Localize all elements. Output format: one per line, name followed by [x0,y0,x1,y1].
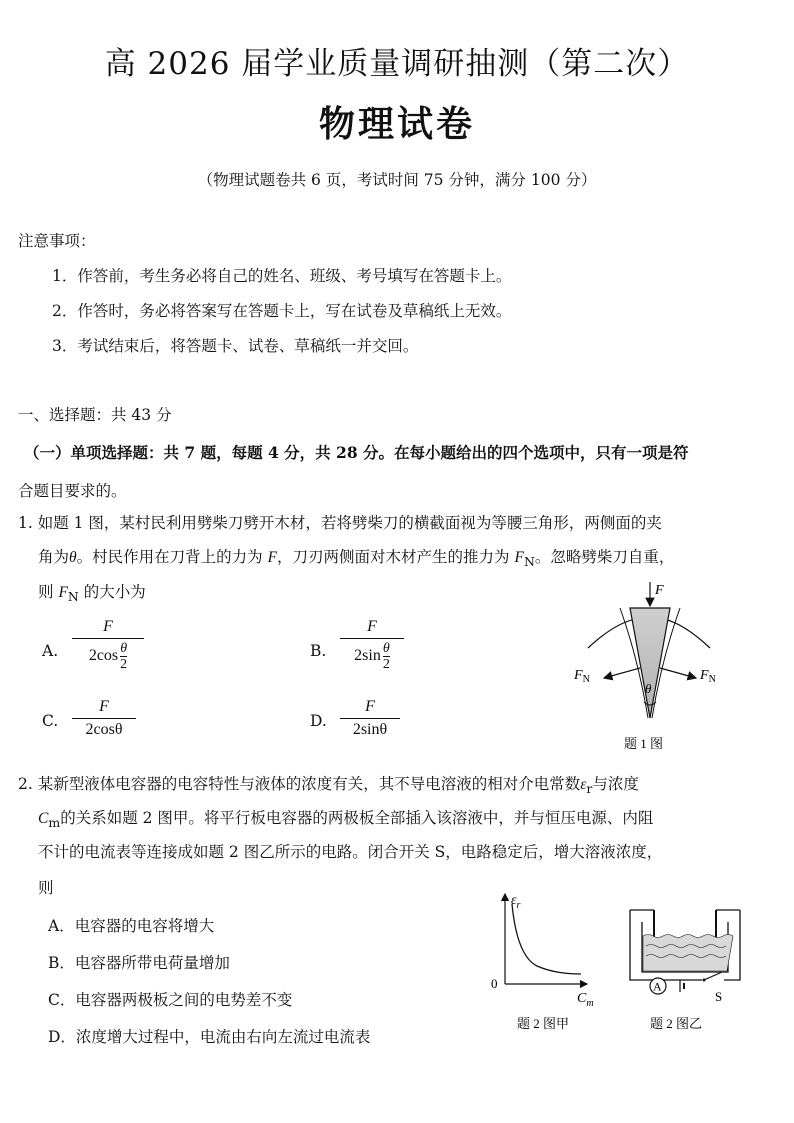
q2-line-4: 则 [38,879,54,897]
q2-line-2: $C_m$的关系如题 2 图甲。将平行板电容器的两极板全部插入该溶液中，并与恒压电源、内阻 [38,809,654,831]
notice-heading: 注意事项： [18,232,96,250]
figure-2a-caption: 题 2 图甲 [517,1016,570,1031]
q2-figure-circuit [620,900,750,1034]
graph-origin: 0 [491,976,498,991]
q1-option-a-formula: F 2cos $\frac{\theta}{2}$ [72,618,144,672]
q1-option-b-label: B. [310,642,327,660]
notice-item-3: 3．考试结束后，将答题卡、试卷、草稿纸一并交回。 [52,337,419,355]
force-fn-right-arrow [660,668,696,678]
q2-option-a: A．电容器的电容将增大 [48,917,215,935]
switch-label: S [715,989,723,1004]
exam-title: 高 2026 届学业质量调研抽测（第二次） [104,46,690,82]
force-fn-right-label: $F_N$ [700,668,716,685]
q2-option-c: C．电容器两极板之间的电势差不变 [48,991,293,1009]
q1-line-2: 角为θ。村民作用在刀背上的力为 F，刀刃两侧面对木材产生的推力为 $F_N$。忽略劈柴刀自重， [38,548,675,570]
subsection-line-1: （一）单项选择题：共 7 题，每题 4 分，共 28 分。在每小题给出的四个选项中，只有一项是符 [24,443,689,462]
q1-line-3: 则 $F_N$ 的大小为 [38,583,146,605]
graph-x-label: $C_m$ [577,991,594,1009]
q2-option-d: D．浓度增大过程中，电流由右向左流过电流表 [48,1028,371,1046]
wedge-shape [630,608,670,718]
force-f-label: F [655,583,664,598]
q1-option-c-label: C. [42,712,59,730]
subject-title: 物理试卷 [318,103,475,145]
force-fn-left-label: $F_N$ [574,668,590,685]
switch-icon [704,972,722,980]
ammeter-label: A [653,979,662,994]
figure-1-caption: 题 1 图 [624,736,664,751]
q1-line-1: 1. 如题 1 图，某村民利用劈柴刀劈开木材，若将劈柴刀的横截面视为等腰三角形，两侧面的夹 [18,514,662,532]
subsection-line-2: 合题目要求的。 [18,482,127,500]
graph-curve [512,904,581,974]
q1-option-a-label: A. [42,642,59,660]
q2-option-b: B．电容器所带电荷量增加 [48,954,230,972]
solution-liquid [643,935,733,972]
q1-figure-wedge [560,578,740,756]
force-fn-left-arrow [604,668,640,678]
q2-figure-graph [485,888,597,1034]
section-title: 一、选择题：共 43 分 [18,406,172,424]
q1-option-b-formula: F 2sin $\frac{\theta}{2}$ [340,618,404,672]
graph-y-label: $\varepsilon_r$ [511,893,521,911]
q2-line-3: 不计的电流表等连接成如题 2 图乙所示的电路。闭合开关 S，电路稳定后，增大溶液浓度， [38,843,663,861]
figure-2b-caption: 题 2 图乙 [650,1016,703,1031]
q1-option-c-formula: $\frac{F}{2\cos\theta}$ [72,698,136,739]
notice-item-2: 2．作答时，务必将答案写在答题卡上，写在试卷及草稿纸上无效。 [52,302,512,320]
notice-item-1: 1．作答前，考生务必将自己的姓名、班级、考号填写在答题卡上。 [52,267,512,285]
exam-info-note: （物理试题卷共 6 页，考试时间 75 分钟，满分 100 分） [197,171,597,189]
theta-label: θ [645,681,652,696]
q1-option-d-label: D. [310,712,327,730]
q1-option-d-formula: $\frac{F}{2\sin\theta}$ [340,698,400,739]
q2-line-1: 2. 某新型液体电容器的电容特性与液体的浓度有关，其不导电溶液的相对介电常数$\varepsilon_r$与浓度 [18,775,639,797]
